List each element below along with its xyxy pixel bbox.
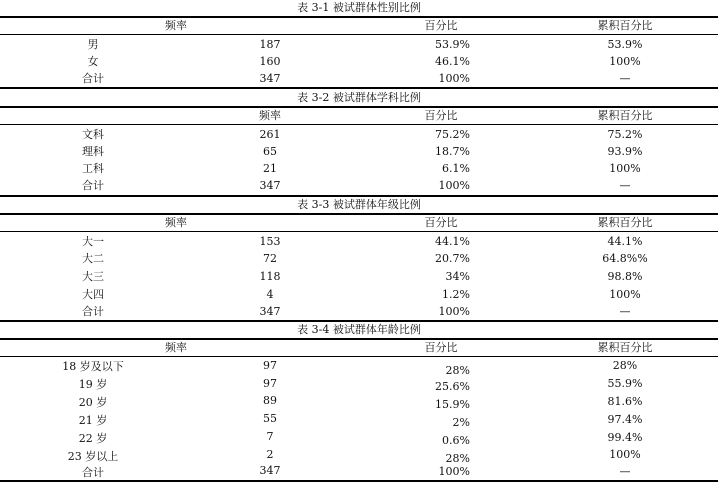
header-rule bbox=[0, 124, 718, 125]
table-bottom-rule bbox=[0, 195, 718, 197]
table-bottom-rule bbox=[0, 87, 718, 89]
row-frequency: 7 bbox=[266, 430, 274, 443]
row-frequency: 55 bbox=[263, 412, 277, 425]
row-label: 合计 bbox=[82, 466, 104, 479]
row-cumulative: 98.8% bbox=[607, 270, 643, 283]
row-frequency: 160 bbox=[259, 55, 281, 68]
row-label: 合计 bbox=[82, 179, 104, 192]
row-label: 22 岁 bbox=[78, 432, 108, 445]
table-caption: 表 3-2 被试群体学科比例 bbox=[297, 91, 421, 104]
row-percent: 100% bbox=[438, 465, 470, 478]
row-percent: 44.1% bbox=[435, 235, 470, 248]
row-cumulative: 100% bbox=[609, 448, 641, 461]
row-cumulative: 55.9% bbox=[607, 377, 643, 390]
row-cumulative: 64.8%% bbox=[602, 252, 648, 265]
table-caption: 表 3-3 被试群体年级比例 bbox=[297, 198, 421, 211]
row-percent: 53.9% bbox=[435, 38, 470, 51]
table-caption: 表 3-1 被试群体性别比例 bbox=[297, 1, 421, 14]
row-cumulative: 100% bbox=[609, 288, 641, 301]
row-percent: 15.9% bbox=[435, 398, 470, 411]
header-frequency: 频率 bbox=[165, 216, 187, 229]
row-percent: 75.2% bbox=[435, 128, 470, 141]
row-label: 大二 bbox=[82, 252, 104, 265]
row-cumulative: 44.1% bbox=[607, 235, 643, 248]
header-frequency: 频率 bbox=[165, 341, 187, 354]
header-percent: 百分比 bbox=[424, 341, 458, 354]
row-percent: 0.6% bbox=[442, 434, 470, 447]
row-cumulative: 28% bbox=[612, 359, 638, 372]
table-top-rule bbox=[0, 338, 718, 340]
table-bottom-rule bbox=[0, 320, 718, 322]
row-cumulative: 53.9% bbox=[607, 38, 643, 51]
row-percent: 2% bbox=[452, 416, 470, 429]
row-frequency: 187 bbox=[259, 38, 281, 51]
row-frequency: 347 bbox=[259, 305, 281, 318]
row-label: 合计 bbox=[82, 305, 104, 318]
header-rule bbox=[0, 34, 718, 35]
header-cumulative: 累积百分比 bbox=[597, 341, 653, 354]
row-cumulative: — bbox=[619, 305, 631, 318]
row-cumulative: — bbox=[619, 179, 631, 192]
row-label: 大四 bbox=[82, 288, 104, 301]
row-label: 大三 bbox=[82, 270, 104, 283]
header-cumulative: 累积百分比 bbox=[597, 19, 653, 32]
row-frequency: 21 bbox=[263, 162, 277, 175]
row-percent: 20.7% bbox=[435, 252, 470, 265]
row-label: 理科 bbox=[82, 145, 104, 158]
row-frequency: 65 bbox=[263, 145, 277, 158]
row-frequency: 347 bbox=[259, 179, 281, 192]
row-cumulative: 75.2% bbox=[607, 128, 643, 141]
row-percent: 28% bbox=[445, 452, 470, 465]
row-cumulative: — bbox=[619, 72, 631, 85]
header-rule bbox=[0, 356, 718, 357]
row-label: 18 岁及以下 bbox=[62, 360, 124, 373]
header-percent: 百分比 bbox=[424, 109, 458, 122]
header-cumulative: 累积百分比 bbox=[597, 216, 653, 229]
row-cumulative: 97.4% bbox=[607, 413, 643, 426]
row-frequency: 4 bbox=[266, 288, 274, 301]
table-caption: 表 3-4 被试群体年龄比例 bbox=[297, 323, 421, 336]
row-label: 文科 bbox=[82, 128, 104, 141]
row-percent: 1.2% bbox=[442, 288, 470, 301]
table-top-rule bbox=[0, 213, 718, 215]
row-frequency: 347 bbox=[259, 464, 281, 477]
row-label: 23 岁以上 bbox=[67, 450, 119, 463]
row-percent: 18.7% bbox=[435, 145, 470, 158]
row-label: 大一 bbox=[82, 235, 104, 248]
row-percent: 100% bbox=[438, 305, 470, 318]
header-cumulative: 累积百分比 bbox=[597, 109, 653, 122]
row-frequency: 97 bbox=[263, 359, 277, 372]
row-percent: 25.6% bbox=[435, 380, 470, 393]
row-percent: 100% bbox=[438, 72, 470, 85]
row-frequency: 118 bbox=[259, 270, 281, 283]
row-percent: 6.1% bbox=[442, 162, 470, 175]
row-label: 21 岁 bbox=[78, 414, 108, 427]
row-cumulative: — bbox=[619, 465, 631, 478]
row-frequency: 347 bbox=[259, 72, 281, 85]
table-top-rule bbox=[0, 16, 718, 18]
header-percent: 百分比 bbox=[424, 216, 458, 229]
row-label: 合计 bbox=[82, 72, 104, 85]
row-cumulative: 100% bbox=[609, 162, 641, 175]
header-percent: 百分比 bbox=[424, 19, 458, 32]
row-cumulative: 99.4% bbox=[607, 431, 643, 444]
row-frequency: 2 bbox=[266, 448, 274, 461]
row-cumulative: 81.6% bbox=[607, 395, 643, 408]
header-frequency: 频率 bbox=[165, 19, 187, 32]
row-percent: 46.1% bbox=[435, 55, 470, 68]
row-percent: 28% bbox=[445, 364, 470, 377]
table-top-rule bbox=[0, 106, 718, 108]
header-frequency: 频率 bbox=[259, 109, 281, 122]
row-frequency: 89 bbox=[263, 394, 277, 407]
row-label: 19 岁 bbox=[78, 378, 108, 391]
row-percent: 34% bbox=[445, 270, 470, 283]
row-frequency: 72 bbox=[263, 252, 277, 265]
row-percent: 100% bbox=[438, 179, 470, 192]
row-label: 男 bbox=[87, 38, 99, 51]
row-cumulative: 100% bbox=[609, 55, 641, 68]
row-frequency: 261 bbox=[259, 128, 281, 141]
row-frequency: 153 bbox=[259, 235, 281, 248]
row-frequency: 97 bbox=[263, 377, 277, 390]
table-bottom-rule bbox=[0, 480, 718, 482]
row-cumulative: 93.9% bbox=[607, 145, 643, 158]
row-label: 女 bbox=[87, 55, 99, 68]
row-label: 20 岁 bbox=[78, 396, 108, 409]
header-rule bbox=[0, 231, 718, 232]
row-label: 工科 bbox=[82, 162, 104, 175]
